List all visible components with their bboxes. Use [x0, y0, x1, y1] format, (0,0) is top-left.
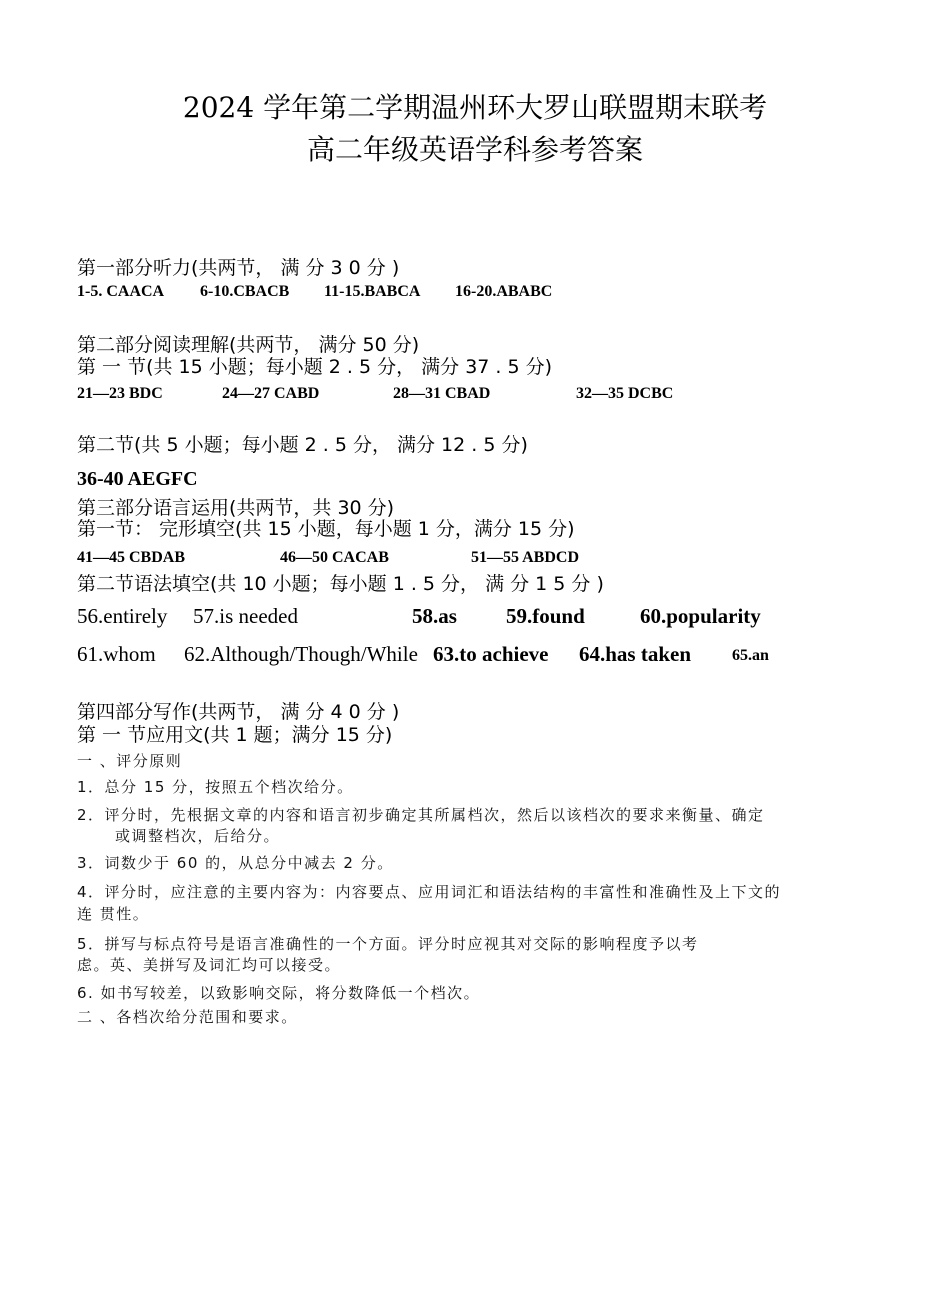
grammar-answer: 62.Although/Though/While — [184, 642, 418, 666]
scoring-rule: 6. 如书写较差，以致影响交际，将分数降低一个档次。 — [77, 984, 481, 1002]
grammar-answer: 63.to achieve — [433, 642, 549, 666]
grammar-answer: 65.an — [732, 647, 769, 664]
answer-group: 32—35 DCBC — [576, 385, 674, 402]
part2-section1-heading: 第 一 节(共 15 小题；每小题 2 . 5 分， 满分 37 . 5 分) — [77, 356, 553, 378]
part1-heading: 第一部分听力(共两节， 满 分 3 0 分 ) — [77, 257, 400, 279]
scoring-rule-continued: 虑。英、美拼写及词汇均可以接受。 — [77, 956, 342, 974]
answer-group: 6-10.CBACB — [200, 283, 290, 300]
document-title-line1: 2024 学年第二学期温州环大罗山联盟期末联考 — [182, 91, 768, 124]
answer-group: 51—55 ABDCD — [471, 549, 580, 566]
part2-section2-answers: 36-40 AEGFC — [77, 468, 198, 490]
part2-section2-heading: 第二节(共 5 小题；每小题 2 . 5 分， 满分 12 . 5 分) — [77, 434, 528, 456]
grammar-answer: 60.popularity — [640, 604, 761, 628]
answer-group: 21—23 BDC — [77, 385, 163, 402]
score-levels-title: 二 、各档次给分范围和要求。 — [77, 1008, 298, 1026]
part3-section2-heading: 第二节语法填空(共 10 小题；每小题 1 . 5 分， 满 分 1 5 分 ) — [77, 573, 604, 595]
document-title-line2: 高二年级英语学科参考答案 — [306, 133, 643, 166]
grammar-answer: 61.whom — [77, 642, 156, 666]
scoring-principles-title: 一 、评分原则 — [77, 752, 183, 770]
scoring-rule: 1．总分 15 分，按照五个档次给分。 — [77, 778, 354, 796]
part3-section1-heading: 第一节： 完形填空(共 15 小题，每小题 1 分，满分 15 分) — [77, 518, 575, 540]
answer-group: 41—45 CBDAB — [77, 549, 186, 566]
grammar-answer: 64.has taken — [579, 642, 692, 666]
answer-group: 1-5. CAACA — [77, 283, 165, 300]
part4-heading: 第四部分写作(共两节， 满 分 4 0 分 ) — [77, 701, 400, 723]
grammar-answer: 56.entirely — [77, 604, 168, 628]
part3-heading: 第三部分语言运用(共两节，共 30 分) — [77, 497, 395, 519]
grammar-answer: 59.found — [506, 604, 585, 628]
grammar-answer: 58.as — [412, 604, 457, 628]
answer-group: 46—50 CACAB — [280, 549, 389, 566]
answer-group: 16-20.ABABC — [455, 283, 553, 300]
part4-section1-heading: 第 一 节应用文(共 1 题；满分 15 分) — [77, 724, 393, 746]
scoring-rule: 3．词数少于 60 的，从总分中减去 2 分。 — [77, 854, 394, 872]
answer-group: 11-15.BABCA — [324, 283, 421, 300]
grammar-answer: 57.is needed — [193, 604, 298, 628]
answer-group: 24—27 CABD — [222, 385, 320, 402]
part2-heading: 第二部分阅读理解(共两节， 满分 50 分) — [77, 334, 420, 356]
answer-group: 28—31 CBAD — [393, 385, 491, 402]
scoring-rule: 4．评分时，应注意的主要内容为：内容要点、应用词汇和语法结构的丰富性和准确性及上下文的 — [77, 883, 782, 901]
scoring-rule: 5．拼写与标点符号是语言准确性的一个方面。评分时应视其对交际的影响程度予以考 — [77, 935, 699, 953]
scoring-rule-continued: 连 贯性。 — [77, 905, 150, 923]
scoring-rule: 2．评分时，先根据文章的内容和语言初步确定其所属档次，然后以该档次的要求来衡量、确定 — [77, 806, 765, 824]
scoring-rule-continued: 或调整档次，后给分。 — [115, 827, 281, 845]
